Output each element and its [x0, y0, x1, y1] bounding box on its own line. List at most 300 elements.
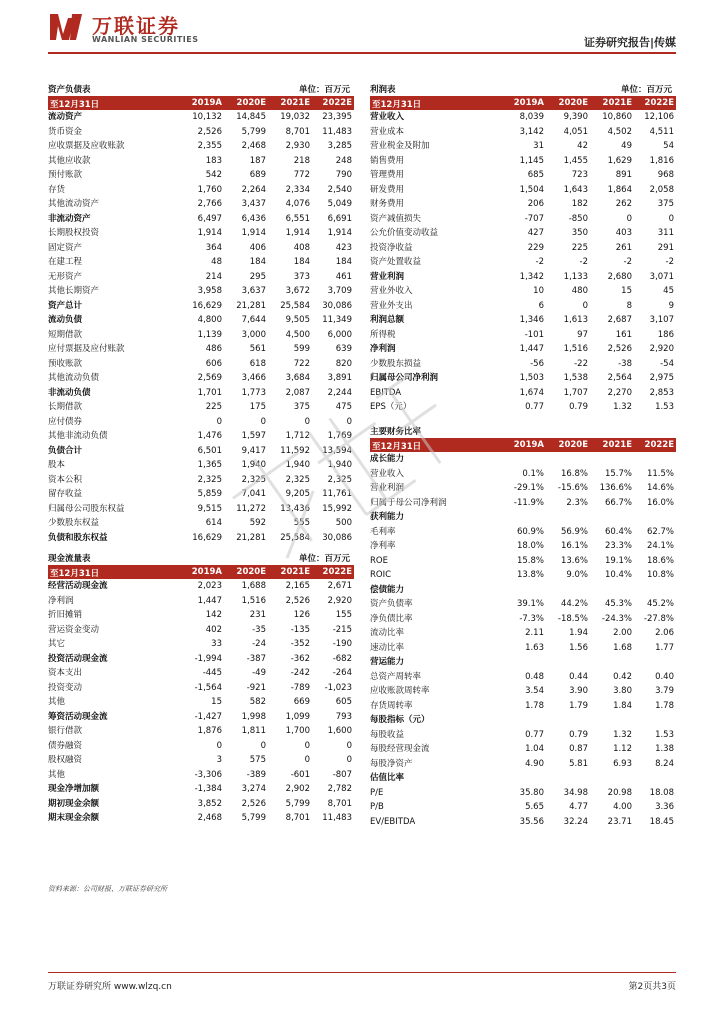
cell-value: 427	[527, 228, 544, 238]
cell-value: 1,811	[241, 726, 266, 736]
table-row	[48, 284, 354, 299]
cell-value: 15	[621, 286, 632, 296]
table-subtotal-row	[370, 655, 676, 670]
table-row	[48, 371, 354, 386]
cell-value: 218	[293, 155, 310, 166]
cell-value: 2,468	[197, 813, 222, 823]
cell-value: 21,281	[236, 300, 266, 311]
cell-value: -789	[290, 682, 310, 693]
cell-value: 39.1%	[516, 599, 544, 609]
cell-value: 0.77	[525, 729, 544, 740]
row-label: 总资产周转率	[370, 671, 422, 682]
cell-value: 45	[663, 286, 674, 296]
table-row	[370, 496, 676, 511]
cell-value: 187	[249, 155, 266, 166]
table-subtotal-row	[48, 811, 354, 826]
cell-value: 3,637	[241, 286, 266, 296]
cell-value: 1.32	[613, 729, 632, 740]
table-subtotal-row	[370, 313, 676, 328]
cash-flow-table	[48, 551, 354, 826]
cell-value: 1,914	[197, 228, 222, 238]
cell-value: 31	[533, 141, 544, 151]
table-row	[48, 270, 354, 285]
row-label: 其他流动负债	[48, 373, 100, 383]
cell-value: 689	[249, 170, 266, 180]
cell-value: 9,417	[241, 445, 266, 456]
column-header-bar	[48, 96, 354, 110]
cell-value: 685	[527, 170, 544, 180]
cell-value: 373	[293, 271, 310, 282]
cell-value: -190	[332, 639, 352, 649]
cell-value: 2,564	[607, 373, 632, 383]
cell-value: 3,709	[327, 286, 352, 296]
cell-value: 0	[304, 740, 310, 751]
cell-value: 599	[293, 344, 310, 354]
cell-value: 56.9%	[560, 526, 588, 537]
section-title: 资产负债表	[48, 85, 91, 95]
table-row	[370, 467, 676, 482]
cell-value: 214	[205, 271, 222, 282]
row-label: 非流动负债	[48, 387, 91, 398]
row-label: 折旧摊销	[48, 610, 83, 620]
cell-value: 8,701	[285, 813, 310, 823]
cell-value: 575	[249, 755, 266, 765]
cell-value: -2	[665, 257, 674, 267]
table-row	[48, 695, 354, 710]
cell-value: 0	[260, 416, 266, 427]
row-label: 偿债能力	[370, 584, 405, 595]
cell-value: 9,515	[197, 503, 222, 514]
table-row	[370, 699, 676, 714]
row-label: ROIC	[370, 570, 392, 580]
row-label: 流动资产	[48, 112, 83, 122]
cell-value: 0	[304, 755, 310, 765]
row-label: EPS（元）	[370, 402, 412, 412]
table-row	[48, 415, 354, 430]
table-row	[48, 139, 354, 154]
row-label: 营业收入	[370, 112, 405, 122]
table-row	[48, 255, 354, 270]
table-subtotal-row	[48, 444, 354, 459]
cell-value: 66.7%	[604, 497, 632, 508]
cell-value: 8	[626, 300, 632, 311]
cell-value: 0.42	[613, 671, 632, 682]
row-label: 归属母公司净利润	[370, 373, 439, 383]
row-label: 净利润	[48, 595, 74, 606]
cell-value: 18.45	[649, 816, 674, 827]
cell-value: 1,447	[519, 344, 544, 354]
cell-value: 0.87	[569, 744, 588, 754]
table-subtotal-row	[370, 510, 676, 525]
cell-value: -1,384	[194, 784, 222, 794]
cell-value: 15.7%	[604, 468, 632, 479]
cell-value: 184	[293, 257, 310, 267]
row-label: 股本	[48, 460, 66, 470]
cell-value: 1,597	[241, 431, 266, 441]
cell-value: 1,940	[285, 460, 310, 470]
cell-value: 0.48	[525, 671, 544, 682]
cell-value: 2,687	[607, 315, 632, 325]
row-label: 每股收益	[370, 729, 405, 740]
cell-value: 13,594	[322, 445, 352, 456]
row-label: 应付债券	[48, 416, 83, 427]
cell-value: 295	[249, 271, 266, 282]
cell-value: 13.8%	[516, 570, 544, 580]
cell-value: 9,505	[285, 315, 310, 325]
cell-value: 10.8%	[646, 570, 674, 580]
cell-value: 1.78	[655, 700, 674, 711]
column-header-year: 2022E	[644, 98, 674, 108]
cell-value: 11,761	[322, 489, 352, 499]
column-header-year: 2020E	[558, 98, 588, 108]
cell-value: 0	[668, 213, 674, 224]
cell-value: 16.1%	[560, 541, 588, 551]
cell-value: 10	[533, 286, 544, 296]
cell-value: 0.44	[569, 671, 588, 682]
cell-value: 408	[293, 242, 310, 253]
row-label: 营业外支出	[370, 300, 413, 311]
column-header-year: 2022E	[644, 440, 674, 450]
cell-value: 3.79	[655, 686, 674, 696]
cell-value: 16.0%	[646, 497, 674, 508]
cell-value: 3.80	[613, 686, 632, 696]
cell-value: 3,071	[649, 271, 674, 282]
row-label: 营运能力	[370, 657, 405, 667]
cell-value: 45.3%	[604, 599, 632, 609]
cell-value: -807	[332, 769, 352, 780]
cell-value: 3,142	[519, 126, 544, 137]
cell-value: 11,592	[280, 445, 310, 456]
cell-value: 1,447	[197, 595, 222, 606]
cell-value: 3,274	[241, 784, 266, 794]
cell-value: 24.1%	[646, 541, 674, 551]
row-label: 少数股东权益	[48, 518, 100, 528]
cell-value: 1,940	[241, 460, 266, 470]
column-header-year: 2022E	[322, 98, 352, 108]
row-label: 其他非流动负债	[48, 431, 108, 441]
cell-value: 461	[335, 271, 352, 282]
table-row	[370, 241, 676, 256]
table-row	[48, 473, 354, 488]
cell-value: 136.6%	[599, 483, 632, 493]
cell-value: 8,701	[327, 798, 352, 809]
table-row	[370, 168, 676, 183]
row-label: 净负债比率	[370, 613, 413, 624]
row-label: 预收账款	[48, 358, 83, 369]
column-header-year: 2019A	[513, 98, 544, 108]
cell-value: 229	[527, 242, 544, 253]
table-row	[48, 608, 354, 623]
cell-value: 15.8%	[516, 555, 544, 566]
cell-value: 184	[335, 257, 352, 267]
cell-value: 6.93	[613, 758, 632, 769]
cell-value: 14,845	[236, 112, 266, 122]
cell-value: 1.53	[655, 729, 674, 740]
row-label: 银行借款	[48, 726, 83, 736]
row-label: 债券融资	[48, 740, 83, 751]
table-subtotal-row	[48, 797, 354, 812]
table-row	[370, 525, 676, 540]
column-header-period: 至12月31日	[372, 100, 422, 110]
cell-value: -7.3%	[519, 613, 544, 624]
cell-value: -352	[290, 639, 310, 649]
cell-value: 97	[577, 329, 588, 340]
cell-value: 0.77	[525, 402, 544, 412]
row-label: 销售费用	[370, 155, 405, 166]
row-label: 研发费用	[370, 184, 405, 195]
cell-value: 183	[205, 155, 222, 166]
cell-value: 7,041	[241, 489, 266, 499]
cell-value: 4.00	[613, 802, 632, 812]
table-subtotal-row	[48, 299, 354, 314]
row-label: 长期股权投资	[48, 228, 100, 238]
cell-value: 1.53	[655, 402, 674, 412]
cell-value: 0	[260, 740, 266, 751]
row-label: 流动比率	[370, 628, 405, 638]
cell-value: 42	[577, 141, 588, 151]
cell-value: 375	[657, 199, 674, 209]
cell-value: 175	[249, 402, 266, 412]
table-row	[48, 502, 354, 517]
cell-value: 5,049	[327, 199, 352, 209]
column-header-period: 至12月31日	[50, 569, 100, 579]
cell-value: 486	[205, 344, 222, 354]
cell-value: 1.63	[525, 642, 544, 653]
cell-value: 2,526	[197, 126, 222, 137]
row-label: 应收账款周转率	[370, 686, 430, 696]
row-label: 速动比率	[370, 642, 405, 653]
table-row	[48, 487, 354, 502]
cell-value: 618	[249, 358, 266, 369]
cell-value: 480	[571, 286, 588, 296]
row-label: 在建工程	[48, 257, 83, 267]
table-row	[48, 154, 354, 169]
table-subtotal-row	[370, 342, 676, 357]
cell-value: 1,769	[327, 431, 352, 441]
cell-value: 350	[571, 228, 588, 238]
row-label: 每股指标（元）	[370, 715, 430, 725]
row-label: 无形资产	[48, 271, 83, 282]
row-label: 其他长期资产	[48, 286, 100, 296]
table-row	[370, 255, 676, 270]
cell-value: 0	[346, 740, 352, 751]
cell-value: 1,707	[563, 387, 588, 398]
cell-value: 11,483	[322, 813, 352, 823]
section-heading	[370, 424, 676, 438]
cell-value: 6,497	[197, 213, 222, 224]
table-row	[370, 742, 676, 757]
footer-page-number: 第2页共3页	[628, 982, 676, 992]
row-label: 货币资金	[48, 126, 83, 137]
cell-value: 1.79	[569, 700, 588, 711]
cell-value: 1,712	[285, 431, 310, 441]
table-row	[48, 183, 354, 198]
row-label: 存货周转率	[370, 700, 413, 711]
cell-value: 1,133	[563, 271, 588, 282]
cell-value: 1,688	[241, 581, 266, 591]
row-label: 留存收益	[48, 489, 83, 499]
table-subtotal-row	[48, 579, 354, 594]
cell-value: 639	[335, 344, 352, 354]
table-row	[48, 681, 354, 696]
cell-value: 49	[621, 141, 632, 151]
table-subtotal-row	[370, 110, 676, 125]
cell-value: 1.78	[525, 700, 544, 711]
table-row	[48, 357, 354, 372]
table-subtotal-row	[48, 110, 354, 125]
cell-value: 186	[657, 329, 674, 340]
cell-value: 5.65	[525, 802, 544, 812]
cell-value: 161	[615, 329, 632, 340]
cell-value: 44.2%	[560, 599, 588, 609]
cell-value: 21,281	[236, 532, 266, 543]
table-row	[370, 757, 676, 772]
cell-value: 16,629	[192, 532, 222, 543]
cell-value: 1,099	[285, 711, 310, 722]
cell-value: -22	[574, 358, 588, 369]
cell-value: 891	[615, 170, 632, 180]
table-row	[370, 284, 676, 299]
cell-value: 25,584	[280, 300, 310, 311]
row-label: 非流动资产	[48, 213, 91, 224]
row-label: P/E	[370, 787, 384, 798]
cell-value: 60.9%	[516, 526, 544, 537]
cell-value: 30,086	[322, 532, 352, 543]
column-header-year: 2019A	[191, 567, 222, 577]
cell-value: 1,760	[197, 184, 222, 195]
cell-value: 261	[615, 242, 632, 253]
row-label: 所得税	[370, 329, 396, 340]
column-header-year: 2021E	[280, 567, 310, 577]
cell-value: 182	[571, 199, 588, 209]
cell-value: 0	[346, 755, 352, 765]
cell-value: 3,000	[241, 329, 266, 340]
cell-value: 1,643	[563, 184, 588, 195]
row-label: 预付账款	[48, 170, 83, 180]
table-subtotal-row	[48, 313, 354, 328]
cell-value: -2	[623, 257, 632, 267]
cell-value: 2,902	[285, 784, 310, 794]
row-label: 利润总额	[370, 315, 405, 325]
cell-value: 19,032	[280, 112, 310, 122]
table-row	[48, 168, 354, 183]
cell-value: 248	[335, 155, 352, 166]
cell-value: 3,107	[649, 315, 674, 325]
cell-value: 33	[211, 639, 222, 649]
table-row	[48, 125, 354, 140]
table-subtotal-row	[48, 710, 354, 725]
cell-value: 45.2%	[646, 599, 674, 609]
cell-value: -362	[290, 653, 310, 664]
cell-value: 1,864	[607, 184, 632, 195]
row-label: 净利润	[370, 344, 396, 354]
cell-value: 1.68	[613, 642, 632, 653]
column-header-year: 2022E	[322, 567, 352, 577]
column-header-bar	[48, 565, 354, 579]
cell-value: 722	[293, 358, 310, 369]
column-header-year: 2020E	[236, 567, 266, 577]
table-row	[370, 400, 676, 415]
cell-value: 2,334	[285, 184, 310, 195]
row-label: 股权融资	[48, 755, 83, 765]
row-label: 营业税金及附加	[370, 141, 430, 151]
section-title: 现金流量表	[48, 554, 91, 564]
cell-value: 772	[293, 170, 310, 180]
cell-value: 3,437	[241, 199, 266, 209]
cell-value: 3,684	[285, 373, 310, 383]
cell-value: 614	[205, 518, 222, 528]
cell-value: 1,538	[563, 373, 588, 383]
cell-value: 2,325	[285, 474, 310, 485]
row-label: 估值比率	[370, 773, 405, 783]
cell-value: 968	[657, 170, 674, 180]
cell-value: -2	[579, 257, 588, 267]
table-row	[48, 241, 354, 256]
table-row	[370, 786, 676, 801]
income-statement-table	[370, 82, 676, 415]
cell-value: -24	[252, 639, 266, 649]
table-row	[48, 342, 354, 357]
table-row	[370, 357, 676, 372]
table-subtotal-row	[370, 452, 676, 467]
cell-value: 35.56	[519, 816, 544, 827]
section-heading	[48, 551, 354, 565]
cell-value: 8,701	[285, 126, 310, 137]
cell-value: 4,051	[563, 126, 588, 137]
cell-value: 423	[335, 242, 352, 253]
row-label: 筹资活动现金流	[48, 711, 108, 722]
table-row	[370, 481, 676, 496]
page-header	[0, 0, 724, 56]
cell-value: 1,700	[285, 726, 310, 736]
cell-value: -29.1%	[513, 483, 544, 493]
cell-value: 723	[571, 170, 588, 180]
cell-value: 5.81	[569, 758, 588, 769]
wanlian-logo-icon	[48, 10, 84, 46]
balance-sheet-table	[48, 82, 354, 545]
cell-value: 10,860	[602, 112, 632, 122]
cell-value: 15	[211, 697, 222, 707]
table-row	[370, 626, 676, 641]
table-row	[48, 226, 354, 241]
table-row	[370, 386, 676, 401]
table-row	[48, 623, 354, 638]
row-label: 公允价值变动收益	[370, 228, 439, 238]
row-label: 投资净收益	[370, 242, 413, 253]
cell-value: 0	[626, 213, 632, 224]
cell-value: 1,940	[327, 460, 352, 470]
cell-value: -242	[290, 668, 310, 678]
table-row	[370, 597, 676, 612]
column-header-year: 2020E	[236, 98, 266, 108]
cell-value: 7,644	[241, 315, 266, 325]
column-header-year: 2019A	[513, 440, 544, 450]
cell-value: 2,569	[197, 373, 222, 383]
cell-value: 18.08	[649, 787, 674, 798]
cell-value: 18.6%	[646, 555, 674, 566]
table-subtotal-row	[370, 270, 676, 285]
column-header-bar	[370, 96, 676, 110]
cell-value: 2,920	[649, 344, 674, 354]
cell-value: -11.9%	[513, 497, 544, 508]
row-label: 其它	[48, 639, 66, 649]
cell-value: 311	[657, 228, 674, 238]
unit-label: 单位：百万元	[298, 554, 350, 564]
row-label: 流动负债	[48, 315, 83, 325]
row-label: 净利率	[370, 541, 396, 551]
cell-value: 542	[205, 170, 222, 180]
cell-value: 11,349	[322, 315, 352, 325]
